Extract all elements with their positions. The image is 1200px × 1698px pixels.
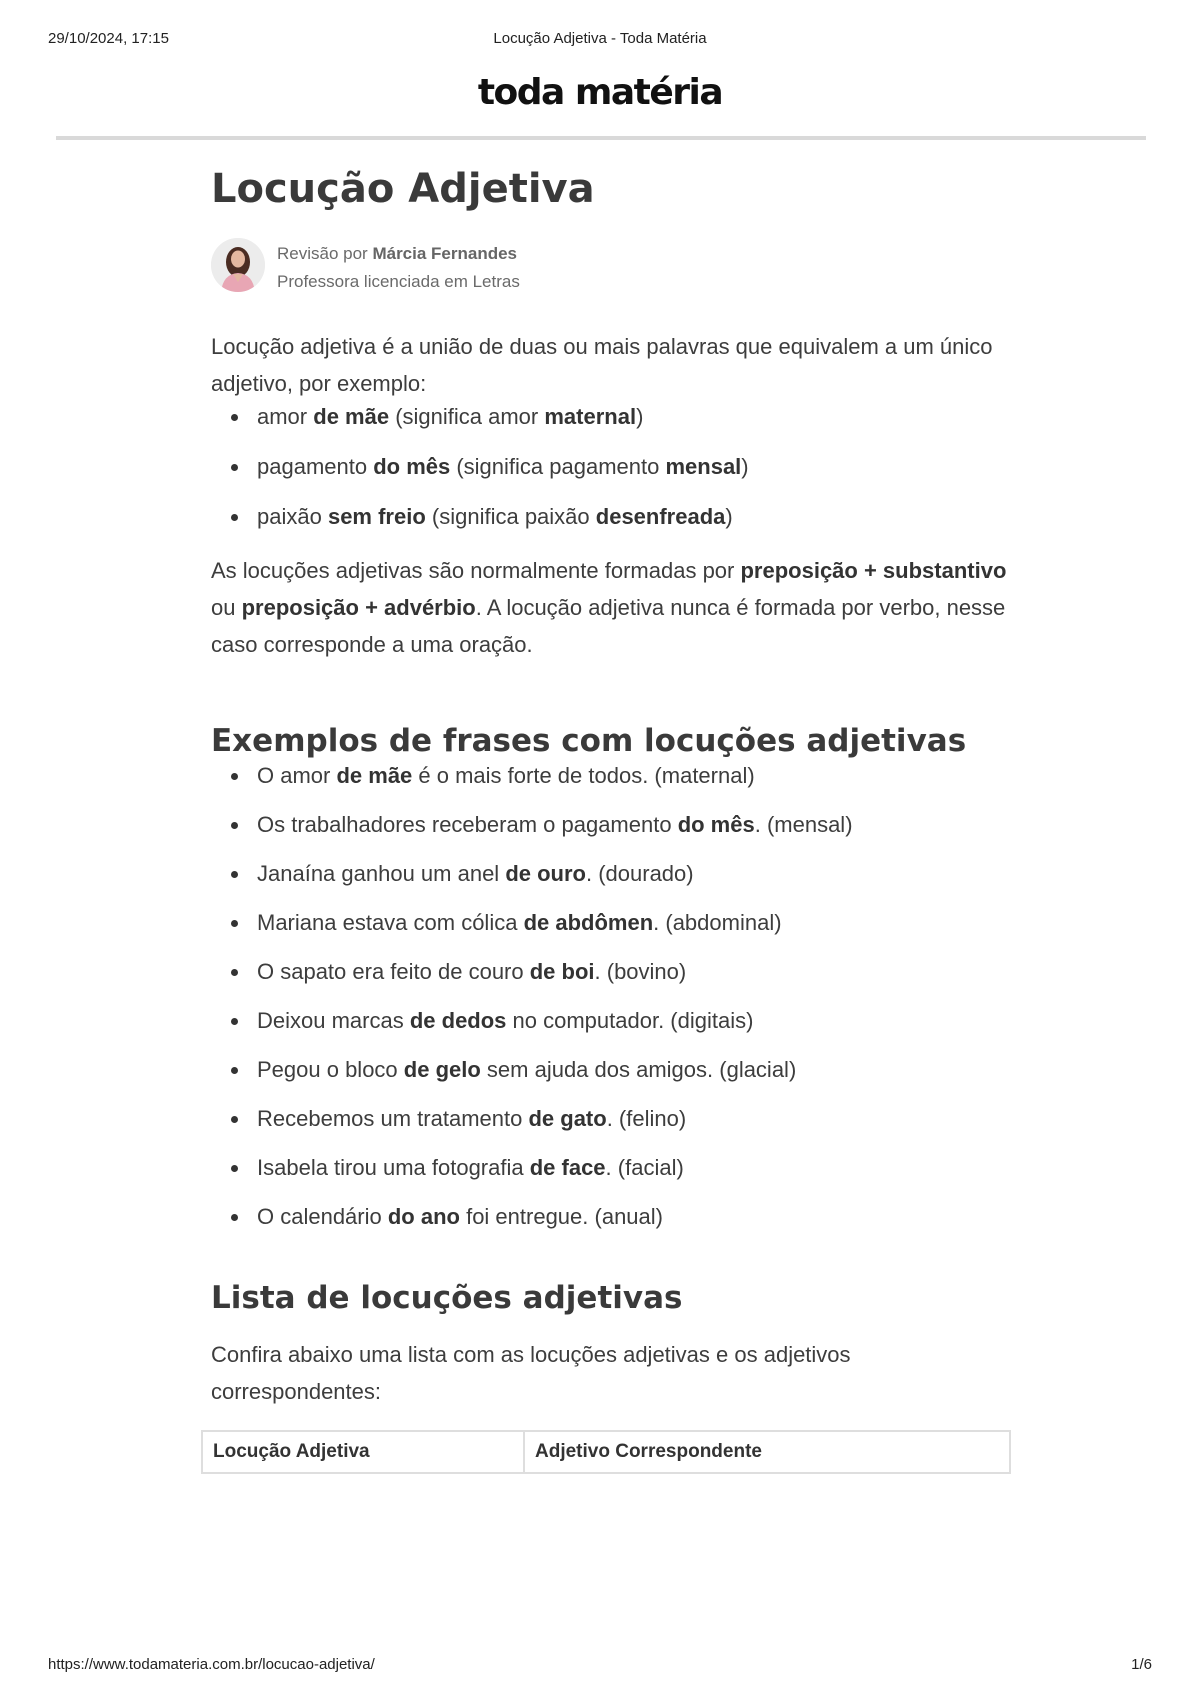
site-logo[interactable]: toda matéria (477, 72, 723, 113)
bullet-icon (231, 1018, 238, 1025)
bullet-icon (231, 1214, 238, 1221)
author-avatar-image (211, 238, 265, 292)
table-header-row (202, 1431, 1010, 1473)
list-item: O calendário do ano foi entregue. (anual) (211, 1202, 1011, 1232)
list-item: Pegou o bloco de gelo sem ajuda dos amigos. (glacial) (211, 1055, 1011, 1085)
list-item: Isabela tirou uma fotografia de face. (facial) (211, 1153, 1011, 1183)
bullet-icon (231, 871, 238, 878)
list-heading: Lista de locuções adjetivas (211, 1280, 683, 1316)
page-title: Locução Adjetiva (211, 166, 595, 212)
intro-examples-list (211, 402, 1011, 532)
list-intro-paragraph: Confira abaixo uma lista com as locuções adjetivas e os adjetivos correspondentes: (211, 1342, 851, 1404)
table-header-locucao: Locução Adjetiva (202, 1431, 524, 1473)
print-url[interactable]: https://www.todamateria.com.br/locucao-adjetiva/ (48, 1656, 375, 1673)
bullet-icon (231, 414, 238, 421)
bullet-icon (231, 1116, 238, 1123)
intro-paragraph: Locução adjetiva é a união de duas ou mais palavras que equivalem a um único adjetivo, por exemplo: (211, 334, 993, 396)
list-item: Deixou marcas de dedos no computador. (digitais) (211, 1006, 1011, 1036)
bullet-icon (231, 1067, 238, 1074)
author-line (277, 240, 520, 268)
print-header (0, 30, 1200, 50)
print-doc-title: Locução Adjetiva - Toda Matéria (493, 30, 707, 47)
author-info (277, 240, 520, 296)
bullet-icon (231, 822, 238, 829)
print-datetime: 29/10/2024, 17:15 (48, 30, 169, 47)
author-name[interactable]: Márcia Fernandes (372, 244, 518, 263)
list-item: Mariana estava com cólica de abdômen. (abdominal) (211, 908, 1011, 938)
bullet-icon (231, 514, 238, 521)
author-role: Professora licenciada em Letras (277, 272, 520, 291)
article (211, 164, 1011, 1474)
bullet-icon (231, 773, 238, 780)
author-prefix: Revisão por (277, 244, 368, 263)
list-item: O amor de mãe é o mais forte de todos. (maternal) (211, 761, 1011, 791)
list-item: O sapato era feito de couro de boi. (bovino) (211, 957, 1011, 987)
list-item: paixão sem freio (significa paixão desenfreada) (211, 502, 1011, 532)
author-avatar[interactable] (211, 238, 265, 292)
bullet-icon (231, 969, 238, 976)
bullet-icon (231, 920, 238, 927)
locutions-table (201, 1430, 1011, 1474)
examples-list (211, 761, 1011, 1232)
list-item: pagamento do mês (significa pagamento mensal) (211, 452, 1011, 482)
formation-paragraph: As locuções adjetivas são normalmente formadas por preposição + substantivo ou preposição + advérbio. A locução adjetiva nunca é formada por verbo, nesse caso corresponde a uma oração. (211, 558, 1007, 657)
list-item: amor de mãe (significa amor maternal) (211, 402, 1011, 432)
bullet-icon (231, 1165, 238, 1172)
bullet-icon (231, 464, 238, 471)
author-box (211, 238, 1011, 300)
print-page-number: 1/6 (1131, 1656, 1152, 1673)
print-footer (0, 1656, 1200, 1676)
table-header-adjetivo: Adjetivo Correspondente (524, 1431, 1010, 1473)
examples-heading: Exemplos de frases com locuções adjetivas (211, 723, 967, 759)
list-item: Os trabalhadores receberam o pagamento do mês. (mensal) (211, 810, 1011, 840)
list-item: Recebemos um tratamento de gato. (felino) (211, 1104, 1011, 1134)
header-divider (56, 136, 1146, 140)
list-item: Janaína ganhou um anel de ouro. (dourado) (211, 859, 1011, 889)
